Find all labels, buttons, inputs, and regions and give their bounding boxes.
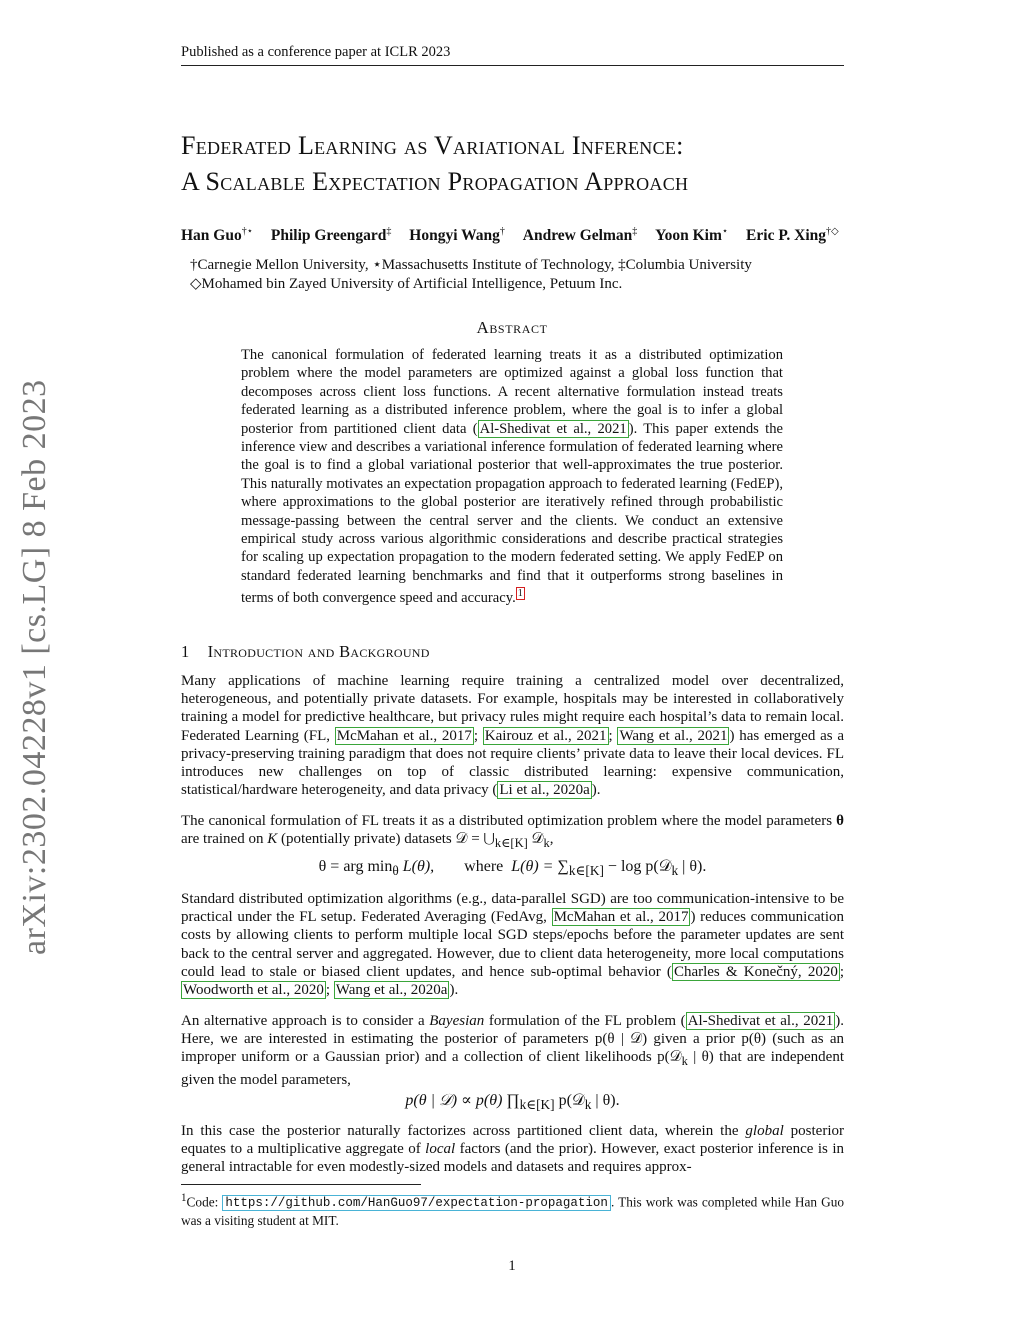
- footnote-link[interactable]: 1: [517, 588, 523, 600]
- citation-link[interactable]: Woodworth et al., 2020: [183, 982, 324, 999]
- author-list: [181, 226, 861, 245]
- citation-link[interactable]: Charles & Konečný, 2020: [673, 963, 838, 980]
- title-line-2: A Scalable Expectation Propagation Approach: [181, 167, 689, 196]
- citation-link[interactable]: Li et al., 2020a: [499, 782, 590, 799]
- paper-title: [181, 128, 861, 200]
- affiliation-line: ◇Mohamed bin Zayed University of Artificial Intelligence, Petuum Inc.: [190, 276, 623, 292]
- citation-link[interactable]: Al-Shedivat et al., 2021: [479, 420, 627, 437]
- citation-link[interactable]: Kairouz et al., 2021: [484, 727, 607, 744]
- equation-objective: θ = arg $\min_\theta L(\theta)$, where $L(\theta) = \sum_{k\in[K]} - \log$ p(𝒟$_k$ | θ).: [318, 858, 707, 879]
- author: Hongyi Wang†: [409, 226, 505, 245]
- title-line-1: Federated Learning as Variational Inference:: [181, 131, 684, 160]
- paragraph-intro: Many applications of machine learning require training a centralized model over decentralized, heterogeneous, and potentially private datasets. For example, hospitals may be interested in collaboratively training a model for predictive healthcare, but privacy rules might require each hospital’s data to remain local. Federated Learning (FL, McMahan et al., 2017 ; Kairouz et al., 2021 ; Wang et al., 2021 ) has emerged as a privacy-preserving training paradigm that does not require clients’ private data to leave their local devices. FL introduces new challenges on top of classic distributed learning: expensive communication, statistical/hardware heterogeneity, and data privacy ( Li et al., 2020a ).: [181, 673, 844, 799]
- affiliations: [190, 256, 850, 294]
- footnote: $^1$Code: https://github.com/HanGuo97/expectation-propagation . This work was completed while Han Guo was a visiting student at MIT.: [181, 1192, 844, 1229]
- abstract-heading: Abstract: [476, 318, 548, 337]
- footnote-rule: [181, 1184, 421, 1185]
- citation-link[interactable]: Wang et al., 2021: [619, 727, 728, 744]
- equation-posterior: p(θ | 𝒟) ∝ p(θ) $\prod_{k\in[K]}$ p(𝒟$_k$ | θ).: [405, 1092, 620, 1113]
- author: Eric P. Xing†◇: [746, 226, 839, 245]
- citation-link[interactable]: Wang et al., 2020a: [335, 982, 448, 999]
- paragraph-bayesian: An alternative approach is to consider a Bayesian formulation of the FL problem ( Al-Shedivat et al., 2021 ). Here, we are interested in estimating the posterior of parameters p(θ | 𝒟) given a prior p(θ) (such as an improper uniform or a Gaussian prior) and a collection of client likelihoods p(𝒟$_k$ | θ) that are independent given the model parameters,: [181, 1013, 845, 1088]
- abstract-body: The canonical formulation of federated learning treats it as a distributed optimization problem where the model parameters are optimized against a global loss function that decomposes across client loss functions. A recent alternative formulation instead treats federated learning as a distributed inference problem, where the goal is to infer a global posterior from partitioned client data ( Al-Shedivat et al., 2021 ). This paper extends the inference view and describes a variational inference formulation of federated learning where the goal is to find a global variational posterior that well-approximates the true posterior. This naturally motivates an expectation propagation approach to federated learning (FedEP), where approximations to the global posterior are iteratively refined through probabilistic message-passing between the central server and the clients. We conduct an extensive empirical study across various algorithmic considerations and describe practical strategies for scaling up expectation propagation to the modern federated setting. We apply FedEP on standard federated learning benchmarks and find that it outperforms strong baselines in terms of both convergence speed and accuracy. $^1$: [241, 347, 783, 607]
- paragraph-canonical: The canonical formulation of FL treats it as a distributed optimization problem where the model parameters θ are trained on K (potentially private) datasets 𝒟 = $⋃_{k\in[K]}$ 𝒟$_k$,: [181, 813, 844, 851]
- author: Han Guo†⋆: [181, 226, 253, 245]
- paragraph-factorization: In this case the posterior naturally factorizes across partitioned client data, wherein the global posterior equates to a multiplicative aggregate of local factors (and the prior). However, exact posterior inference is in general intractable for even modestly-sized models and datasets and requires approx-: [181, 1123, 844, 1176]
- arxiv-stamp: arXiv:2302.04228v1 [cs.LG] 8 Feb 2023: [16, 379, 53, 955]
- running-header: Published as a conference paper at ICLR 2023: [181, 44, 844, 66]
- author: Yoon Kim⋆: [655, 226, 729, 245]
- author: Philip Greengard‡: [270, 226, 392, 245]
- section-heading: 1 Introduction and Background: [181, 642, 430, 661]
- citation-link[interactable]: McMahan et al., 2017: [553, 909, 689, 926]
- author: Andrew Gelman‡: [522, 226, 638, 245]
- code-url-link[interactable]: https://github.com/HanGuo97/expectation-propagation: [222, 1195, 611, 1211]
- citation-link[interactable]: McMahan et al., 2017: [336, 727, 472, 744]
- paragraph-fedavg: Standard distributed optimization algorithms (e.g., data-parallel SGD) are too communication-intensive to be practical under the FL setup. Federated Averaging (FedAvg, McMahan et al., 2017 ) reduces communication costs by allowing clients to perform multiple local SGD steps/epochs before the parameter updates are sent back to the central server and aggregated. However, due to client data heterogeneity, more local computations could lead to stale or biased client updates, and hence sub-optimal behavior ( Charles & Konečný, 2020 ; Woodworth et al., 2020 ; Wang et al., 2020a ).: [181, 891, 844, 999]
- page-number: 1: [508, 1258, 516, 1274]
- affiliation-line: †Carnegie Mellon University, ⋆Massachusetts Institute of Technology, ‡Columbia University: [190, 257, 752, 273]
- citation-link[interactable]: Al-Shedivat et al., 2021: [687, 1013, 834, 1029]
